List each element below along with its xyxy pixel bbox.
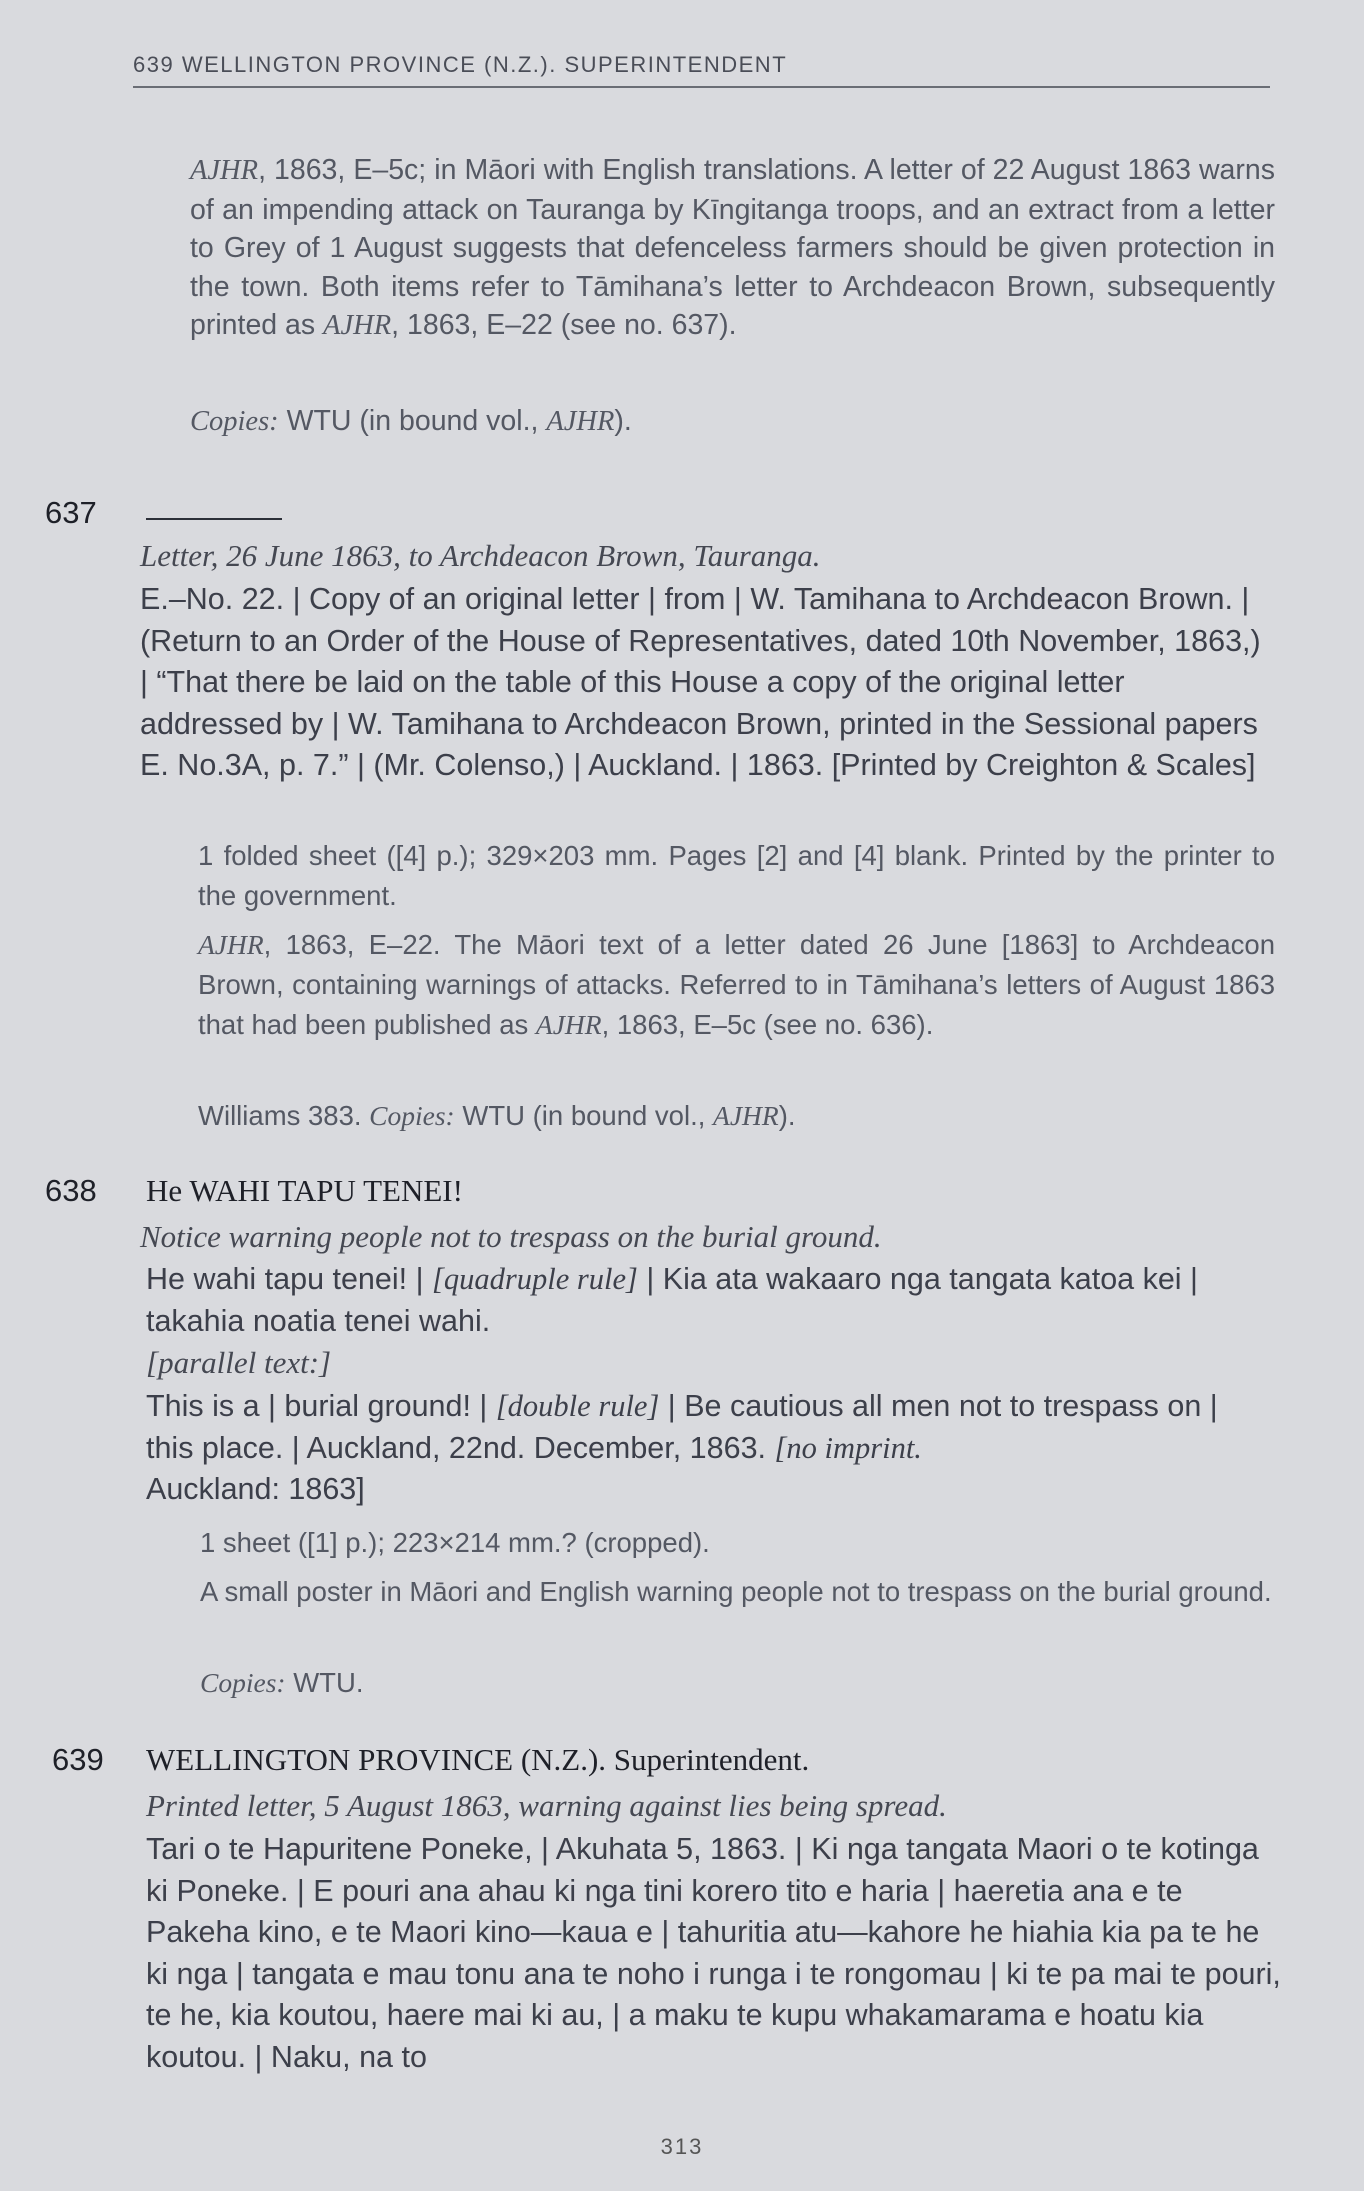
entry-637-title-page: E.–No. 22. | Copy of an original letter | from | W. Tamihana to Archdeacon Brown. | (Return to an Order of the House of Representatives, dated 10th November, 1863,) | “That there be laid on the table of this House a copy of the original letter addressed by | W. Tamihana to Archdeacon Brown, printed in the Sessional papers E. No.3A, p. 7.” | (Mr. Colenso,) | Auckland. | 1863. [Printed by Creighton & Scales] — [140, 582, 1261, 782]
entry-number-638: 638 — [45, 1173, 97, 1208]
entry-637-copies: Williams 383. Copies: WTU (in bound vol., AJHR). — [198, 1100, 796, 1131]
entry-636-copies: Copies: WTU (in bound vol., AJHR). — [190, 405, 632, 437]
ditto-rule — [146, 518, 282, 520]
entry-639-description: Printed letter, 5 August 1863, warning against lies being spread. — [146, 1788, 947, 1823]
entry-638-description: Notice warning people not to trespass on the burial ground. — [140, 1219, 882, 1254]
running-head: 639 WELLINGTON PROVINCE (N.Z.). SUPERINTENDENT — [133, 52, 1270, 88]
entry-638-parallel-text: This is a | burial ground! | [double rule] | Be cautious all men not to trespass on | this place. | Auckland, 22nd. December, 1863. [no imprint. Auckland: 1863] — [146, 1389, 1218, 1506]
entry-639-heading: WELLINGTON PROVINCE (N.Z.). Superintendent. — [146, 1742, 810, 1777]
entry-637-description: Letter, 26 June 1863, to Archdeacon Brown, Tauranga. — [140, 538, 821, 573]
entry-638-collation: 1 sheet ([1] p.); 223×214 mm.? (cropped). — [200, 1527, 710, 1558]
ajhr-ref: AJHR — [190, 155, 259, 186]
entry-638-title-page: He wahi tapu tenei! | [quadruple rule] | Kia ata wakaaro nga tangata katoa kei | takahia noatia tenei wahi. — [146, 1262, 1198, 1338]
entry-number-637: 637 — [45, 495, 97, 530]
entry-638-copies: Copies: WTU. — [200, 1667, 364, 1698]
entry-638-note: A small poster in Māori and English warning people not to trespass on the burial ground. — [200, 1576, 1272, 1607]
entry-638-heading: He WAHI TAPU TENEI! — [146, 1173, 463, 1208]
page-number: 313 — [660, 2134, 704, 2159]
entry-639-title-page: Tari o te Hapuritene Poneke, | Akuhata 5, 1863. | Ki nga tangata Maori o te kotinga ki Poneke. | E pouri ana ahau ki nga tini korero tito e haria | haeretia ana e te Pakeha kino, e te Maori kino—kaua e | tahuritia atu—kahore he hiahia kia pa te he ki nga | tangata e mau tonu ana te noho i runga i te rongomau | ki te pa mai te pouri, te he, kia koutou, haere mai ki au, | a maku te kupu whakamarama e hoatu kia koutou. | Naku, na to — [146, 1832, 1281, 2074]
entry-638-parallel-label: [parallel text:] — [146, 1345, 332, 1380]
entry-636-note: AJHR, 1863, E–5c; in Māori with English translations. A letter of 22 August 1863 warns of an impending attack on Tauranga by Kīngitanga troops, and an extract from a letter to Grey of 1 August suggests that defenceless farmers should be given protection in the town. Both items refer to Tāmihana’s letter to Archdeacon Brown, subsequently printed as AJHR, 1863, E–22 (see no. 637). — [190, 154, 1275, 341]
entry-637-note: AJHR, 1863, E–22. The Māori text of a letter dated 26 June [1863] to Archdeacon Brown, containing warnings of attacks. Referred to in Tāmihana’s letters of August 1863 that had been published as AJHR, 1863, E–5c (see no. 636). — [198, 929, 1275, 1040]
entry-637-collation: 1 folded sheet ([4] p.); 329×203 mm. Pages [2] and [4] blank. Printed by the printer to the government. — [198, 840, 1275, 911]
entry-number-639: 639 — [52, 1742, 104, 1777]
